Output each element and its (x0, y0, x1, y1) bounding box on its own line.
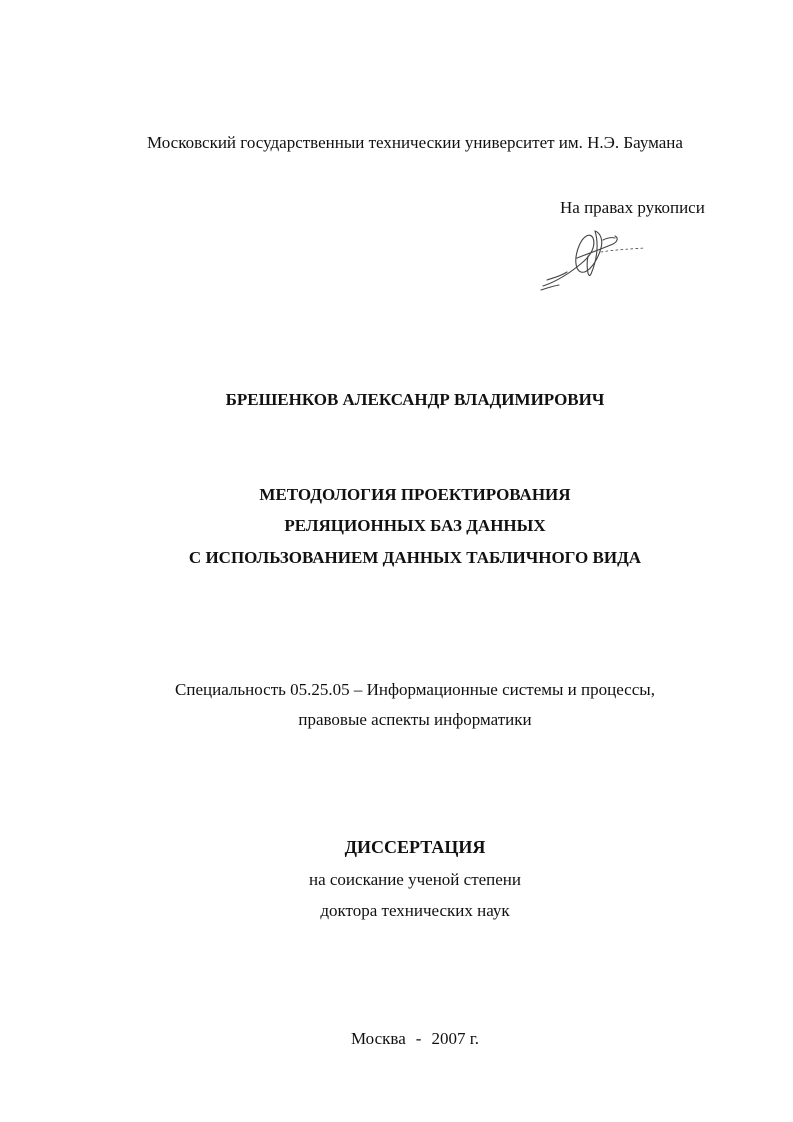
degree-line-1: на соискание ученой степени (308, 870, 522, 889)
degree-line-2: доктора технических наук (320, 901, 510, 920)
author-name: БРЕШЕНКОВ АЛЕКСАНДР ВЛАДИМИРОВИЧ (225, 390, 605, 409)
dissertation-title-line-2: РЕЛЯЦИОННЫХ БАЗ ДАННЫХ (284, 516, 546, 535)
signature-icon (533, 222, 653, 297)
specialty-line-2: правовые аспекты информатики (298, 710, 532, 729)
manuscript-note: На правах рукописи (560, 198, 705, 217)
city-year-separator: - (415, 1029, 422, 1048)
dissertation-heading: ДИССЕРТАЦИЯ (344, 837, 486, 857)
dissertation-title-line-3: С ИСПОЛЬЗОВАНИЕМ ДАННЫХ ТАБЛИЧНОГО ВИДА (188, 548, 642, 567)
year: 2007 г. (431, 1029, 479, 1048)
dissertation-title-line-1: МЕТОДОЛОГИЯ ПРОЕКТИРОВАНИЯ (259, 485, 571, 504)
university-name: Московский государственныи техническии университет им. Н.Э. Баумана (147, 133, 683, 152)
city-year (0, 1028, 793, 1050)
specialty-line-1: Специальность 05.25.05 – Информационные системы и процессы, (175, 680, 655, 699)
city-name: Москва (350, 1029, 406, 1048)
